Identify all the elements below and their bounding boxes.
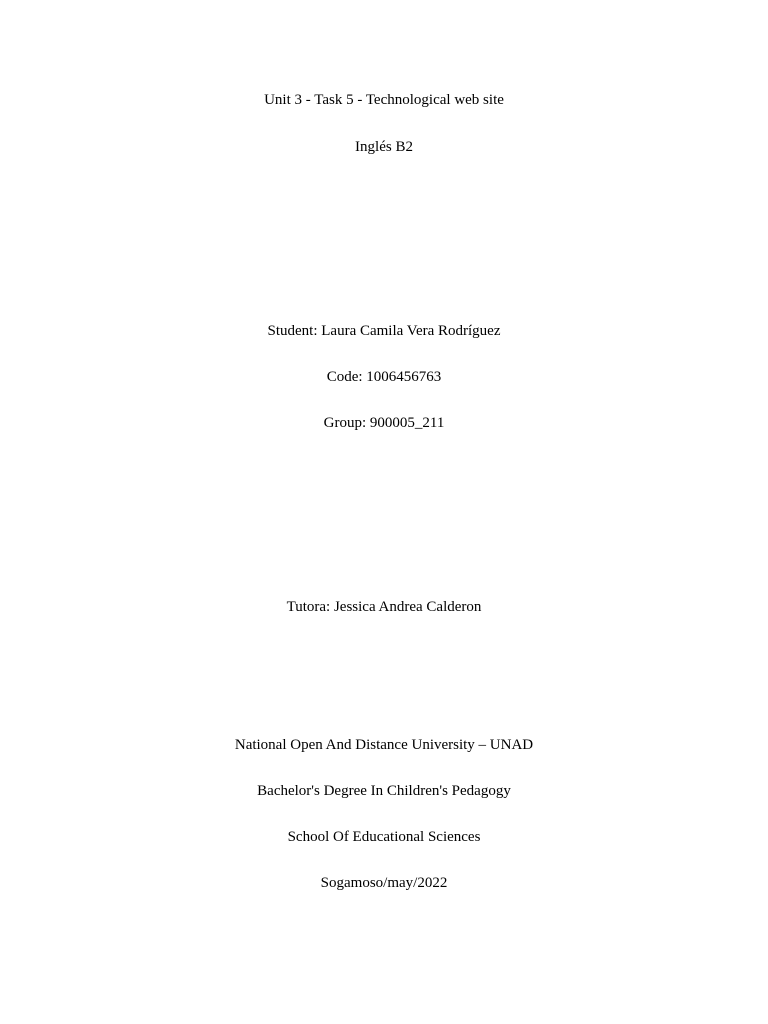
student-code: Code: 1006456763 bbox=[326, 369, 442, 385]
tutor-name: Tutora: Jessica Andrea Calderon bbox=[286, 599, 482, 615]
group-number: Group: 900005_211 bbox=[323, 415, 445, 431]
student-name: Student: Laura Camila Vera Rodríguez bbox=[267, 323, 501, 339]
course-name: Inglés B2 bbox=[355, 139, 413, 155]
document-title: Unit 3 - Task 5 - Technological web site bbox=[264, 92, 504, 108]
school-name: School Of Educational Sciences bbox=[287, 829, 481, 845]
degree-name: Bachelor's Degree In Children's Pedagogy bbox=[257, 783, 511, 799]
university-name: National Open And Distance University – UNAD bbox=[234, 737, 534, 753]
place-date: Sogamoso/may/2022 bbox=[320, 875, 448, 891]
